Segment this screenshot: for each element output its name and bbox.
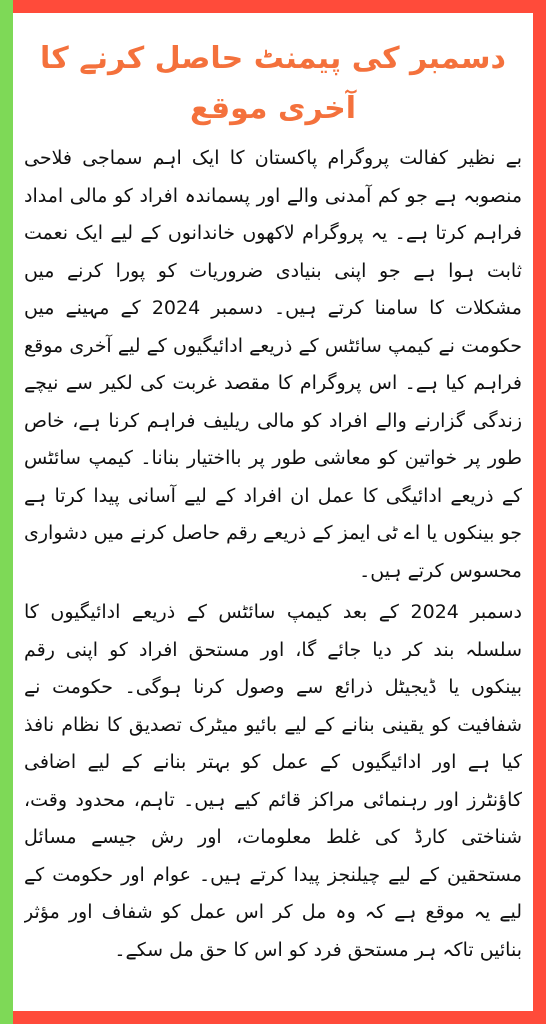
bottom-border-red xyxy=(13,1011,533,1024)
article xyxy=(24,34,522,1004)
left-border-green xyxy=(0,0,13,1024)
article-paragraph-1: بے نظیر کفالت پروگرام پاکستان کا ایک اہم سماجی فلاحی منصوبہ ہے جو کم آمدنی والے اور پسماندہ افراد کو مالی امداد فراہم کرتا ہے۔ یہ پروگرام لاکھوں خاندانوں کے لیے ایک نعمت ثابت ہوا ہے جو اپنی بنیادی ضروریات کو پورا کرنے میں مشکلات کا سامنا کرتے ہیں۔ دسمبر 2024 کے مہینے میں حکومت نے کیمپ سائٹس کے ذریعے ادائیگیوں کے لیے آخری موقع فراہم کیا ہے۔ اس پروگرام کا مقصد غربت کی لکیر سے نیچے زندگی گزارنے والے افراد کو مالی ریلیف فراہم کرنا ہے، خاص طور پر خواتین کو معاشی طور پر بااختیار بنانا۔ کیمپ سائٹس کے ذریعے ادائیگی کا عمل ان افراد کے لیے آسانی پیدا کرتا ہے جو بینکوں یا اے ٹی ایمز کے ذریعے رقم حاصل کرنے میں دشواری محسوس کرتے ہیں۔ xyxy=(24,147,522,582)
right-border-red xyxy=(533,0,546,1024)
article-paragraph-2: دسمبر 2024 کے بعد کیمپ سائٹس کے ذریعے ادائیگیوں کا سلسلہ بند کر دیا جائے گا، اور مستحق افراد کو اپنی رقم بینکوں یا ڈیجیٹل ذرائع سے وصول کرنا ہوگی۔ حکومت نے شفافیت کو یقینی بنانے کے لیے بائیو میٹرک تصدیق کا نظام نافذ کیا ہے اور ادائیگیوں کے عمل کو بہتر بنانے کے لیے اضافی کاؤنٹرز اور رہنمائی مراکز قائم کیے ہیں۔ تاہم، محدود وقت، شناختی کارڈ کی غلط معلومات، اور رش جیسے مسائل مستحقین کے لیے چیلنجز پیدا کرتے ہیں۔ عوام اور حکومت کے لیے یہ موقع ہے کہ وہ مل کر اس عمل کو شفاف اور مؤثر بنائیں تاکہ ہر مستحق فرد کو اس کا حق مل سکے۔ xyxy=(24,601,522,961)
article-title: دسمبر کی پیمنٹ حاصل کرنے کا آخری موقع xyxy=(40,41,506,126)
top-border-red xyxy=(13,0,533,13)
